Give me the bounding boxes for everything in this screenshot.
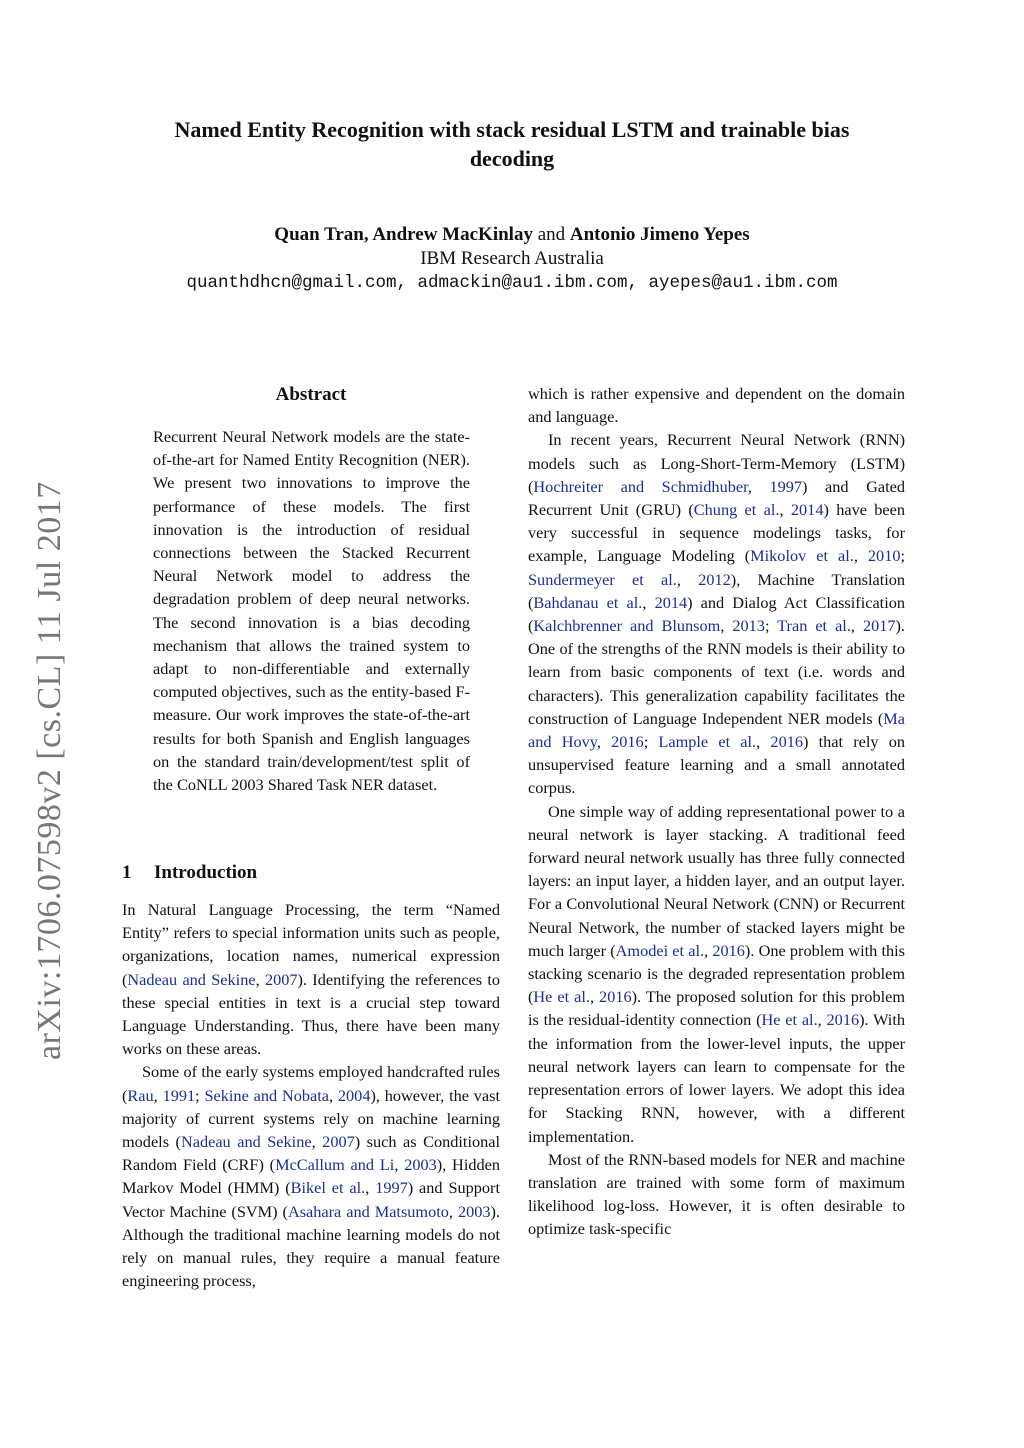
text-run: , <box>747 476 770 496</box>
section-title: Introduction <box>154 862 258 883</box>
paper-title <box>100 115 924 173</box>
abstract-heading: Abstract <box>275 384 347 405</box>
intro-paragraph-1 <box>122 898 500 1060</box>
abstract-paragraph: Recurrent Neural Network models are the state-of-the-art for Named Entity Recognition (NER). We present two innovations to improve the performance of these models. The first innovation is the introduction of residual connections between the Stacked Recurrent Neural Network model to address the degradation problem of deep neural networks. The second innovation is a bias decoding mechanism that allows the trained system to adapt to non-differentiable and externally computed objectives, such as the entity-based F-measure. Our work improves the state-of-the-art results for both Spanish and English languages on the standard train/development/test split of the CoNLL 2003 Shared Task NER dataset. <box>153 427 470 795</box>
text-run: , <box>596 732 612 752</box>
citation-link[interactable]: Tran et al. <box>777 616 851 636</box>
text-run: , <box>153 1085 163 1105</box>
text-run: ) have been very successful in sequence modelings tasks, for example, Language Modeling ( <box>528 500 906 566</box>
text-run: ). One of the strengths of the RNN models is their ability to learn from basic components of text (i.e. words and characters). This generalization capability facilitates the construction of Language Independent NER models ( <box>528 616 906 728</box>
text-run: ) and Support Vector Machine (SVM) ( <box>122 1178 501 1221</box>
text-run: ), however, the vast majority of current systems rely on machine learning models ( <box>122 1085 501 1152</box>
text-run: ) such as Conditional Random Field (CRF) ( <box>122 1132 501 1175</box>
citation-link[interactable]: Bahdanau et al. <box>533 592 643 612</box>
text-run: , <box>365 1178 376 1198</box>
citation-link[interactable]: Sekine and Nobata <box>204 1085 329 1105</box>
citation-link[interactable]: Mikolov et al. <box>750 546 854 566</box>
text-run: In recent years, Recurrent Neural Network (RNN) models such as Long-Short-Term-Memory (LSTM) ( <box>528 430 905 496</box>
text-run: , <box>756 732 771 752</box>
author-list <box>100 222 924 247</box>
citation-year-link[interactable]: 2016 <box>599 987 632 1007</box>
text-run: ). Although the traditional machine learning models do not rely on manual rules, they require a manual feature engineering process, <box>122 1201 501 1291</box>
citation-link[interactable]: Lample et al. <box>658 732 757 752</box>
text-run: ) and Gated Recurrent Unit (GRU) ( <box>528 476 905 520</box>
text-run: In Natural Language Processing, the term “Named Entity” refers to special information units such as people, organizations, location names, numerical expression ( <box>122 900 500 989</box>
loss-paragraph: Most of the RNN-based models for NER and machine translation are trained with some form of maximum likelihood log-loss. However, it is often desirable to optimize task-specific <box>528 1149 905 1239</box>
text-run: , <box>853 546 868 566</box>
citation-link[interactable]: Kalchbrenner and Blunsom <box>533 616 721 636</box>
citation-year-link[interactable]: 2007 <box>264 969 298 989</box>
title-line-2: decoding <box>469 146 555 171</box>
rnn-paragraph <box>528 428 905 799</box>
citation-year-link[interactable]: 1997 <box>375 1178 408 1198</box>
section-heading <box>122 860 500 885</box>
section-number: 1 <box>122 862 132 883</box>
text-run: ). One problem with this stacking scenario is the degraded representation problem ( <box>528 940 906 1007</box>
text-run: , <box>850 616 863 636</box>
affiliation: IBM Research Australia <box>420 248 604 269</box>
text-run: , <box>255 969 265 989</box>
text-run: ). Identifying the references to these special entities in text is a crucial step toward Language Understanding. Thus, there have been many works on these areas. <box>122 969 500 1059</box>
citation-year-link[interactable]: 2013 <box>732 616 765 636</box>
title-line-1: Named Entity Recognition with stack residual LSTM and trainable bias <box>174 117 850 142</box>
citation-link[interactable]: Nadeau and Sekine <box>180 1132 312 1152</box>
citation-link[interactable]: Ma and Hovy <box>528 708 905 752</box>
citation-year-link[interactable]: 1997 <box>769 476 803 496</box>
text-run: , <box>311 1132 323 1152</box>
citation-year-link[interactable]: 2004 <box>337 1085 371 1105</box>
stacking-paragraph <box>528 800 905 1148</box>
text-run: , <box>676 569 699 589</box>
author-group-1: Quan Tran, Andrew MacKinlay <box>274 224 533 245</box>
continued-paragraph: which is rather expensive and dependent on the domain and language. <box>528 384 905 427</box>
citation-year-link[interactable]: 2016 <box>826 1010 860 1030</box>
citation-year-link[interactable]: 2014 <box>654 592 688 612</box>
citation-year-link[interactable]: 2012 <box>698 569 731 589</box>
citation-year-link[interactable]: 2016 <box>770 732 803 752</box>
right-column-body <box>528 382 905 1241</box>
citation-link[interactable]: Chung et al. <box>693 500 780 520</box>
citation-year-link[interactable]: 2016 <box>712 940 745 960</box>
text-run: , <box>448 1201 458 1221</box>
citation-year-link[interactable]: 1991 <box>162 1085 196 1105</box>
text-run: , <box>328 1085 338 1105</box>
text-run: ). With the information from the lower-level inputs, the upper neural network layers can learn to compensate for the representation errors of lower layers. We adopt this idea for Stacking RNN, however, with a different implementation. <box>528 1010 905 1146</box>
text-run: , <box>394 1155 405 1175</box>
text-run: ). The proposed solution for this problem is the residual-identity connection ( <box>528 987 906 1030</box>
text-run: , <box>817 1010 827 1030</box>
text-run: , <box>589 987 600 1007</box>
citation-link[interactable]: He et al. <box>761 1010 818 1030</box>
text-run: ), Hidden Markov Model (HMM) ( <box>122 1155 500 1198</box>
arxiv-identifier: arXiv:1706.07598v2 [cs.CL] 11 Jul 2017 <box>31 481 68 1060</box>
citation-year-link[interactable]: 2010 <box>867 546 901 566</box>
citation-link[interactable]: Bikel et al. <box>290 1178 366 1198</box>
text-run: ) and Dialog Act Classification ( <box>528 592 906 636</box>
text-run: ; <box>764 616 778 636</box>
citation-link[interactable]: Asahara and Matsumoto <box>287 1201 449 1221</box>
citation-year-link[interactable]: 2017 <box>862 616 896 636</box>
text-run: One simple way of adding representational power to a neural network is layer stacking. A traditional feed forward neural network usually has three fully connected layers: an input layer, a hidden layer, and an output layer. For a Convolutional Neural Network (CNN) or Recurrent Neural Network, the number of stacked layers might be much larger ( <box>528 801 905 960</box>
citation-year-link[interactable]: 2003 <box>457 1201 491 1221</box>
text-run: , <box>704 940 713 960</box>
citation-link[interactable]: Nadeau and Sekine <box>127 969 256 989</box>
citation-year-link[interactable]: 2014 <box>790 500 824 520</box>
author-emails: quanthdhcn@gmail.com, admackin@au1.ibm.com, ayepes@au1.ibm.com <box>186 273 838 293</box>
abstract-text <box>153 425 470 796</box>
text-run: Some of the early systems employed handcrafted rules ( <box>122 1062 500 1105</box>
text-run: , <box>779 500 791 520</box>
text-run: , <box>720 616 733 636</box>
intro-paragraph-2 <box>122 1060 500 1292</box>
citation-link[interactable]: Rau <box>127 1085 154 1105</box>
citation-year-link[interactable]: 2007 <box>322 1132 355 1152</box>
citation-year-link[interactable]: 2003 <box>404 1155 437 1175</box>
citation-year-link[interactable]: 2016 <box>611 732 644 752</box>
citation-link[interactable]: Sundermeyer et al. <box>528 569 677 589</box>
text-run: ) that rely on unsupervised feature learning and a small annotated corpus. <box>528 732 906 798</box>
text-run: , <box>642 592 655 612</box>
author-conjunction: and <box>537 224 566 245</box>
citation-link[interactable]: He et al. <box>533 987 590 1007</box>
text-run: ; <box>900 546 905 566</box>
citation-link[interactable]: Hochreiter and Schmidhuber <box>533 476 748 496</box>
author-group-2: Antonio Jimeno Yepes <box>569 224 750 245</box>
text-run: ; <box>643 732 659 752</box>
left-column-body <box>122 898 500 1292</box>
text-run: ), Machine Translation ( <box>528 569 906 612</box>
citation-link[interactable]: McCallum and Li <box>275 1155 395 1175</box>
text-run: ; <box>195 1085 205 1105</box>
citation-link[interactable]: Amodei et al. <box>615 940 705 960</box>
